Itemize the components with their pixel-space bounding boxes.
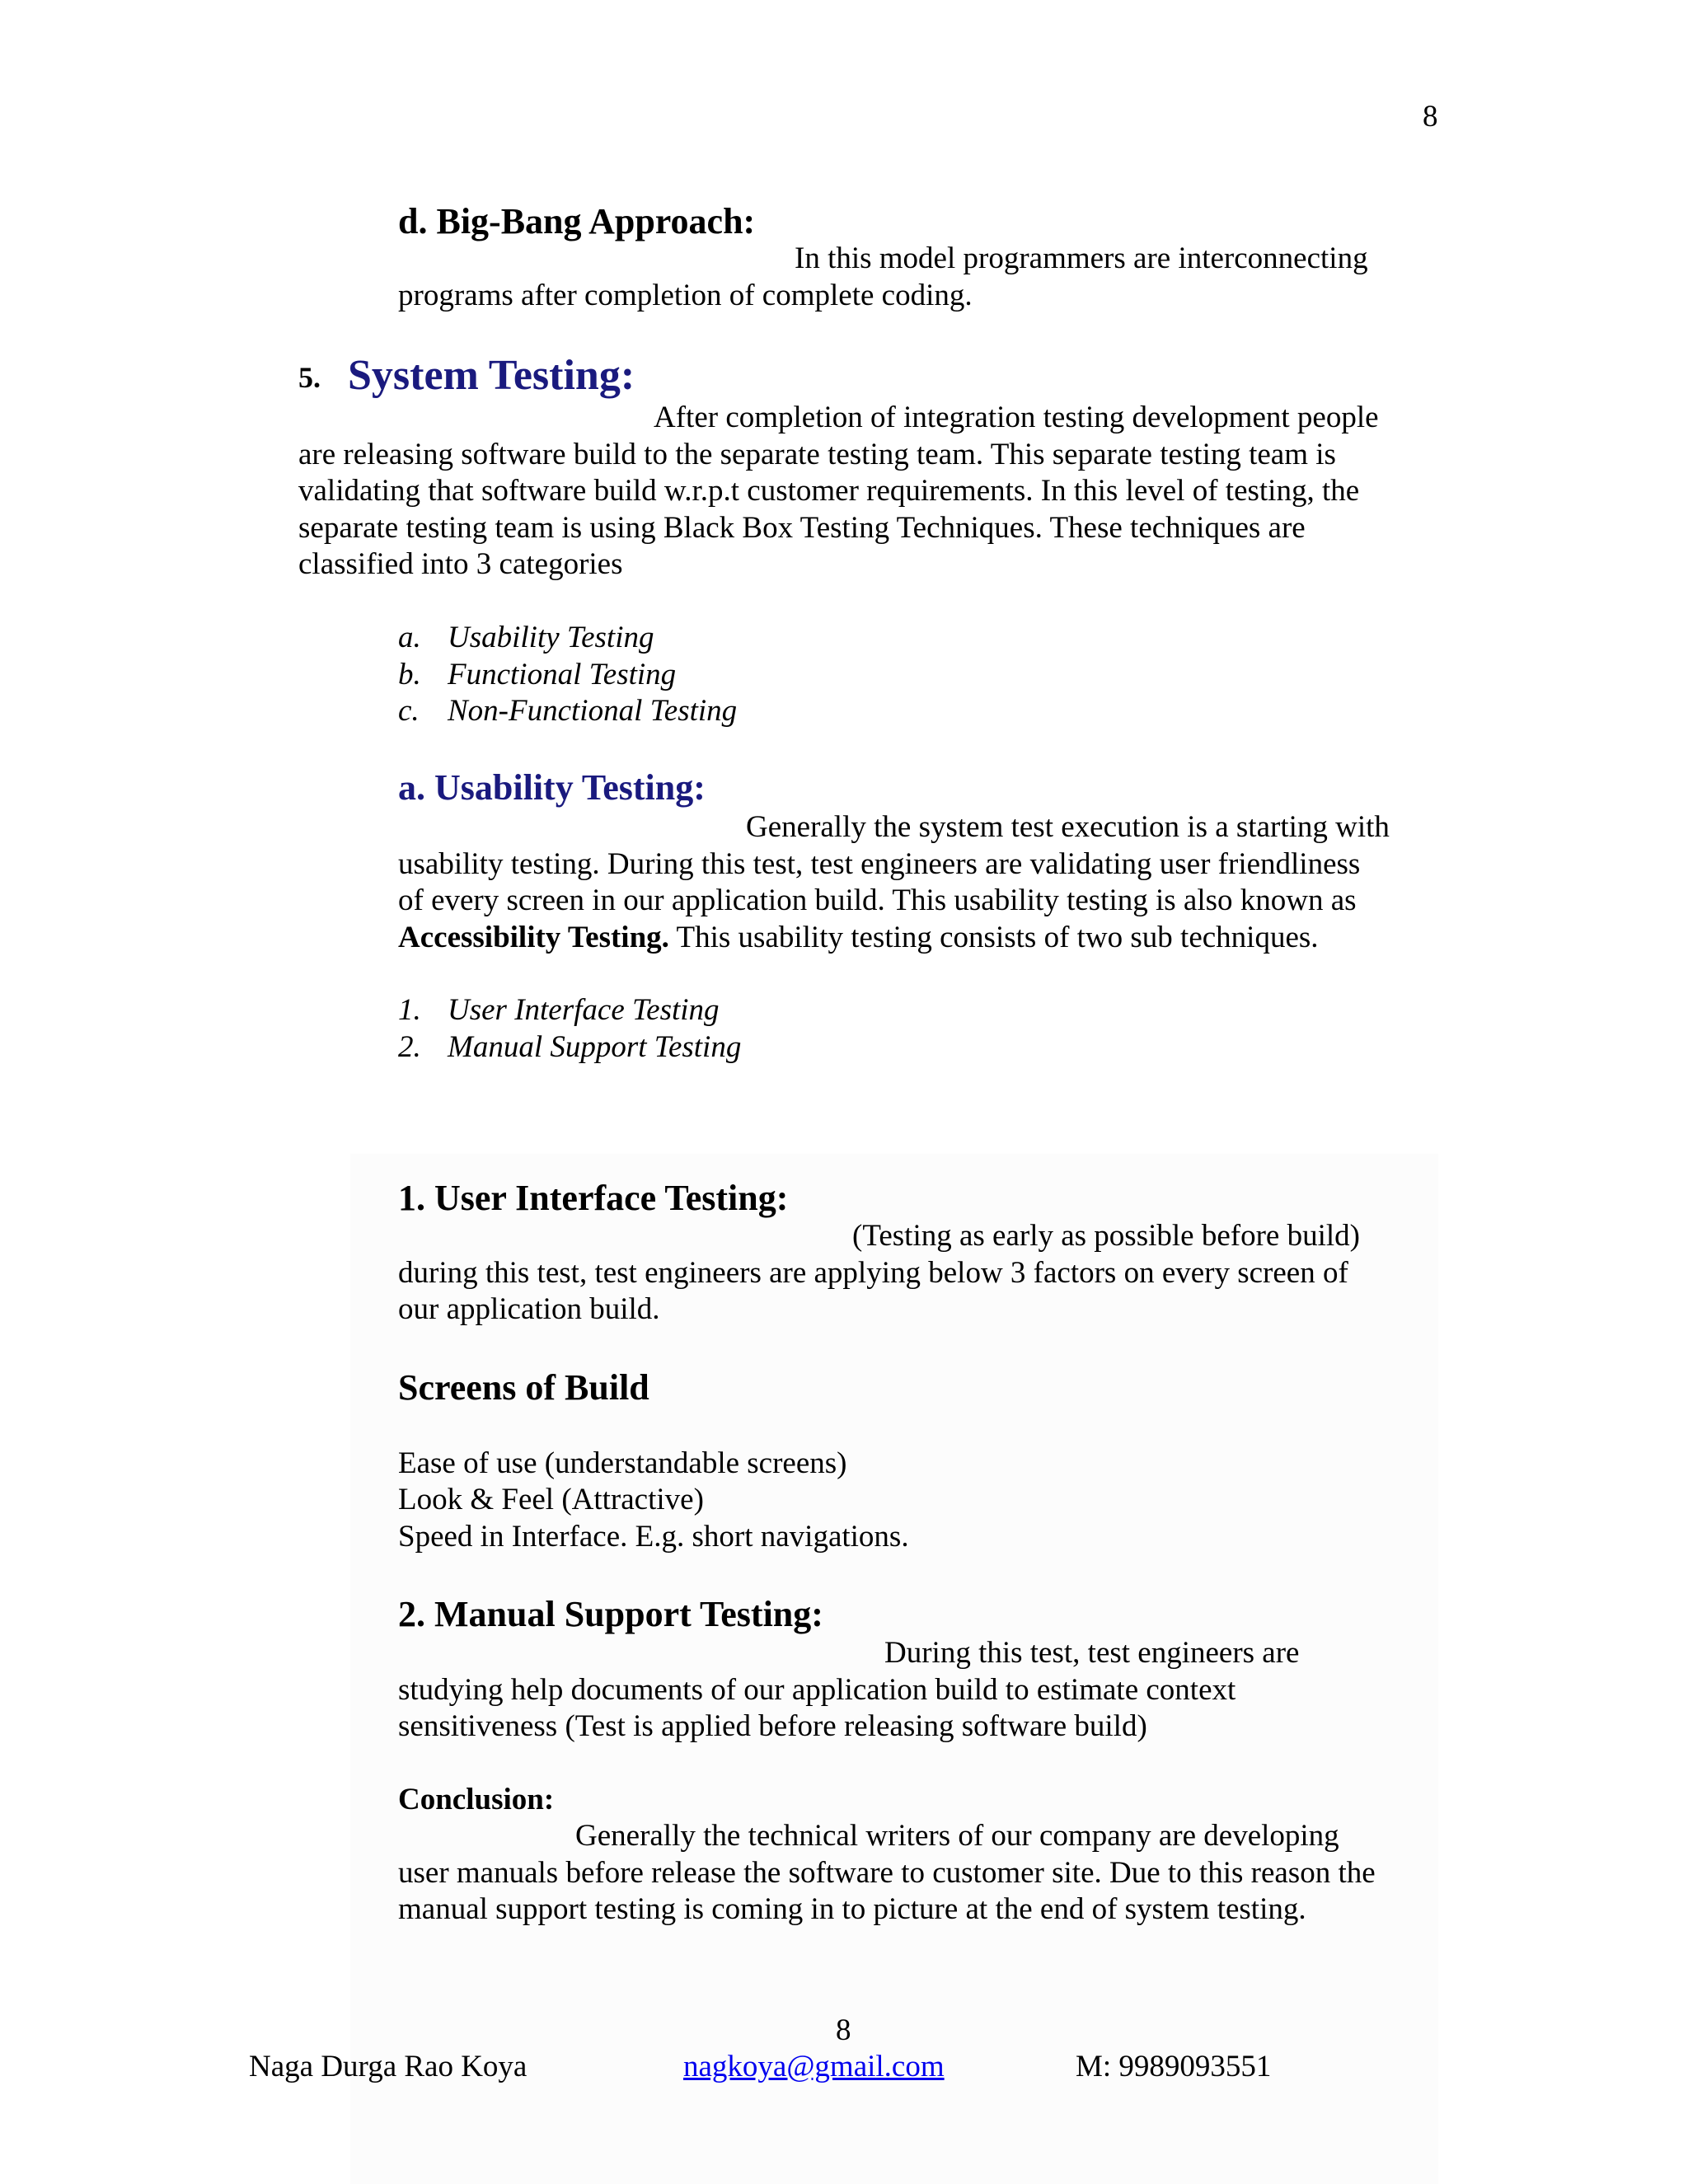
list-item [398,620,654,657]
usability-line4 [398,920,1319,957]
usability-line3: of every screen in our application build. This usability testing is also known as [398,883,1357,917]
screens-item: Ease of use (understandable screens) [398,1446,847,1480]
manual-support-line1: During this test, test engineers are [884,1636,1300,1670]
system-testing-line1: After completion of integration testing development people [654,401,1379,434]
footer-phone: M: 9989093551 [1076,2050,1272,2083]
system-testing-line2: are releasing software build to the separate testing team. This separate testing team is [298,438,1336,471]
list-label: User Interface Testing [448,993,720,1027]
list-label: Usability Testing [448,621,654,654]
manual-support-line2: studying help documents of our application build to estimate context [398,1673,1236,1707]
system-testing-line4: separate testing team is using Black Box Testing Techniques. These techniques are [298,511,1306,545]
list-marker: c. [398,694,420,728]
usability-line2: usability testing. During this test, test engineers are validating user friendliness [398,847,1361,881]
ui-testing-line1: (Testing as early as possible before build) [852,1219,1360,1253]
system-testing-line3: validating that software build w.r.p.t customer requirements. In this level of testing, the [298,474,1360,508]
screens-heading: Screens of Build [398,1367,649,1408]
usability-line4-rest: This usability testing consists of two sub techniques. [668,921,1319,954]
footer-email-link[interactable]: nagkoya@gmail.com [683,2050,945,2083]
usability-heading: a. Usability Testing: [398,767,706,808]
system-testing-number: 5. [298,361,321,394]
manual-support-line3: sensitiveness (Test is applied before releasing software build) [398,1709,1147,1743]
conclusion-line2: user manuals before release the software to customer site. Due to this reason the [398,1856,1376,1890]
system-testing-line5: classified into 3 categories [298,547,623,581]
big-bang-line1: In this model programmers are interconnecting [795,241,1368,275]
list-label: Non-Functional Testing [448,694,738,728]
list-item [398,1029,741,1066]
usability-line1: Generally the system test execution is a starting with [746,810,1390,844]
accessibility-testing-term: Accessibility Testing. [398,921,669,954]
ui-testing-line2: during this test, test engineers are applying below 3 factors on every screen of [398,1256,1348,1290]
screens-item: Speed in Interface. E.g. short navigations. [398,1520,909,1554]
list-item [398,657,676,694]
big-bang-heading: d. Big-Bang Approach: [398,201,756,241]
header-page-number: 8 [1423,100,1438,134]
list-label: Functional Testing [448,658,677,691]
list-label: Manual Support Testing [448,1030,742,1064]
list-marker: 2. [398,1030,421,1064]
conclusion-line3: manual support testing is coming in to picture at the end of system testing. [398,1892,1306,1926]
list-marker: 1. [398,993,421,1027]
list-marker: a. [398,621,421,654]
footer-author: Naga Durga Rao Koya [249,2050,528,2083]
system-testing-heading: System Testing: [348,352,635,399]
ui-testing-heading: 1. User Interface Testing: [398,1178,789,1218]
list-marker: b. [398,658,421,691]
big-bang-line2: programs after completion of complete coding. [398,279,973,312]
footer-page-number: 8 [836,2013,851,2047]
conclusion-heading: Conclusion: [398,1783,555,1816]
list-item [398,992,720,1029]
list-item [398,693,737,730]
ui-testing-line3: our application build. [398,1292,660,1326]
screens-item: Look & Feel (Attractive) [398,1483,704,1516]
manual-support-heading: 2. Manual Support Testing: [398,1594,823,1634]
conclusion-line1: Generally the technical writers of our company are developing [575,1819,1339,1853]
